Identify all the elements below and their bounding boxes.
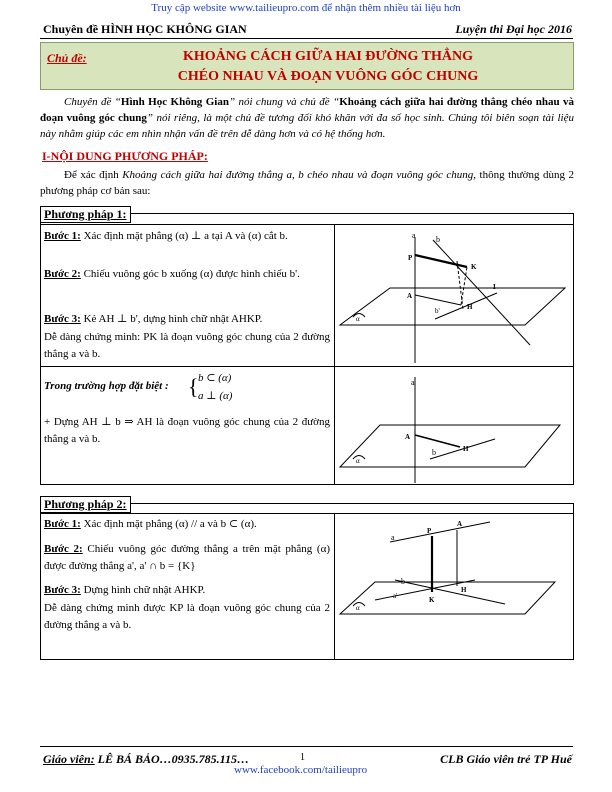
footer-right: CLB Giáo viên trẻ TP Huế [440,752,572,766]
fig1-label-b: b [436,235,440,244]
fig2-label-h: H [463,445,469,453]
fig3-label-k: K [429,596,435,604]
line-a-prime [375,580,475,600]
top-banner[interactable]: Truy cập website www.tailieupro.com để nhận thêm nhiều tài liệu hơn [151,2,461,14]
header-divider [40,38,573,39]
section-title: I-NỘI DUNG PHƯƠNG PHÁP: [42,149,208,163]
segment-ah [415,295,461,305]
fig2-label-a: a [411,378,415,387]
fig3-label-a: A [457,520,463,528]
fig1-label-k: K [471,263,477,271]
special-condition-1: b ⊂ (α) [198,372,232,384]
section-paragraph: Để xác định Khoảng cách giữa hai đường thẳng a, b chéo nhau và đoạn vuông góc chung, thông thường dùng 2 phương pháp cơ bản sau: [40,169,574,197]
method1-conclusion: Dễ dàng chứng minh: PK là đoạn vuông góc chung của 2 đường thẳng a và b. [44,331,330,360]
special-condition-2: a ⊥ (α) [198,390,233,402]
figure-2 [335,367,573,484]
method1-title: Phương pháp 1: [40,206,131,223]
method2-step3: Bước 3: Dựng hình chữ nhật AHKP. [44,584,206,596]
method1-step2: Bước 2: Chiếu vuông góc b xuống (α) được hình chiếu b'. [44,268,300,280]
method2-step1: Bước 1: Xác định mặt phẳng (α) // a và b ⊂ (α). [44,518,257,530]
fig2-label-b: b [432,448,436,457]
topic-label: Chủ đề: [47,51,87,65]
fig1-label-h: H [467,303,473,311]
method2-title: Phương pháp 2: [40,496,131,513]
fig1-label-b-prime: b' [435,307,440,315]
fig1-label-a: a [412,231,416,240]
fig3-label-alpha: α [356,604,360,612]
figure-3 [335,514,573,660]
topic-title-line2: CHÉO NHAU VÀ ĐOẠN VUÔNG GÓC CHUNG [177,69,479,84]
fig2-label-a-point: A [405,433,411,441]
fig2-label-alpha: α [356,457,360,465]
line-b [433,240,530,345]
line-a-3 [390,522,490,542]
plane-alpha [340,288,565,325]
method1-special-text: + Dựng AH ⊥ b ⇒ AH là đoạn vuông góc chung của 2 đường thẳng a và b. [44,416,330,445]
topic-title-line1: KHOẢNG CÁCH GIỮA HAI ĐƯỜNG THẲNG [183,49,473,64]
plane-alpha-3 [340,582,555,614]
footer-website[interactable]: www.facebook.com/tailieupro [234,764,368,776]
method2-step2: Bước 2: Chiếu vuông góc đường thẳng a trên mặt phẳng (α) được đường thẳng a', a' ∩ b = {K} [44,543,331,572]
method1-step3: Bước 3: Kẻ AH ⊥ b', dựng hình chữ nhật AHKP. [44,313,263,325]
header-right: Luyện thi Đại học 2016 [455,22,572,36]
segment-pk [415,255,467,267]
fig3-label-h: H [461,586,467,594]
footer-teacher: Giáo viên: LÊ BÁ BẢO…0935.785.115… [43,752,250,766]
fig3-label-p: P [427,527,432,535]
segment-projection [457,261,463,309]
topic-box [40,42,574,90]
plane-alpha-2 [340,425,560,467]
header-left: Chuyên đề HÌNH HỌC KHÔNG GIAN [43,22,247,36]
segment-hk [461,267,467,305]
fig1-label-a-point: A [407,292,413,300]
intro-paragraph: Chuyên đề “Hình Học Không Gian” nói chung và chủ đề “Khoảng cách giữa hai đường thẳng chéo nhau và đoạn vuông góc chung” nói riêng, là một chủ đề tương đối khó khăn với đa số học sinh. Chúng tôi biên soạn tài liệu này nhằm giúp các em nhìn nhận vấn đề trên dễ dàng hơn và có hệ thống hơn. [40,96,575,140]
footer-divider [40,746,573,747]
line-b-3 [395,580,505,604]
method2-conclusion: Dễ dàng chứng minh được KP là đoạn vuông góc chung của 2 đường thẳng a và b. [44,602,330,631]
method1-special-label: Trong trường hợp đặt biệt : [44,380,169,392]
fig1-label-i: I [493,283,496,291]
fig3-label-line-a: a [391,533,395,542]
fig3-label-a-prime: a' [393,592,398,600]
line-b-prime [435,293,497,319]
segment-ah-2 [415,435,460,447]
fig1-label-p: P [408,254,413,262]
figure-1 [335,225,573,366]
fig3-label-b: b [401,577,405,586]
page-number: 1 [300,752,305,763]
method1-step1: Bước 1: Xác định mặt phẳng (α) ⊥ a tại A và (α) cắt b. [44,230,288,242]
fig1-label-alpha: α [356,315,360,323]
brace-symbol: { [188,374,199,399]
